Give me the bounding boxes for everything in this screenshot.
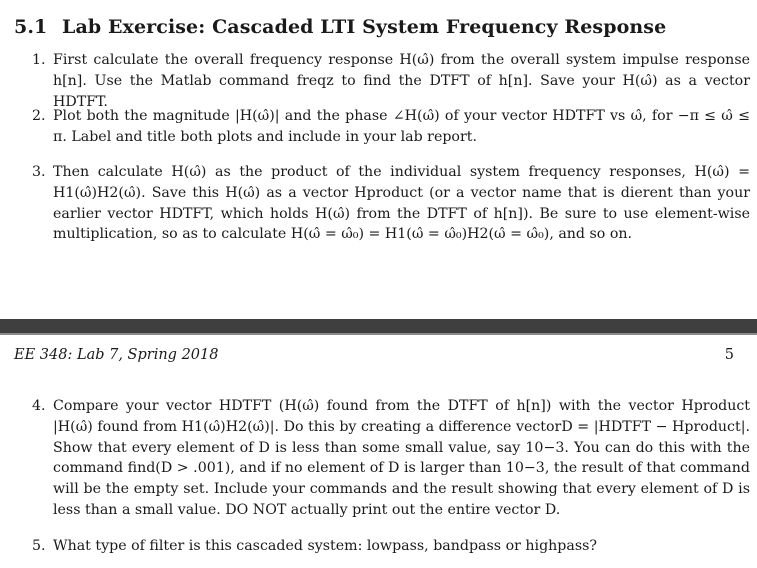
item-number: 3. bbox=[32, 164, 46, 180]
item-text: Then calculate H(ω̂) as the product of the individual system frequency responses, H(ω̂) = H1(ω̂)H2(ω̂). Save this H(ω̂) as a vector Hproduct (or a vector name that is dierent than your earlier vector HDTFT, which holds H(ω̂) from the DTFT of h[n]). Be sure to use element-wise multiplication, so as to calculate H(ω̂ = ω̂₀) = H1(ω̂ = ω̂₀)H2(ω̂ = ω̂₀), and so on. bbox=[53, 164, 750, 243]
item-number: 2. bbox=[32, 108, 46, 124]
item-text: What type of filter is this cascaded system: lowpass, bandpass or highpass? bbox=[53, 538, 598, 554]
list-item bbox=[32, 162, 750, 245]
running-header: EE 348: Lab 7, Spring 2018 bbox=[14, 347, 219, 363]
item-text: Plot both the magnitude |H(ω̂)| and the phase ∠H(ω̂) of your vector HDTFT vs ω̂, for −π ≤ ω̂ ≤ π. Label and title both plots and include in your lab report. bbox=[53, 108, 750, 145]
section-title: Lab Exercise: Cascaded LTI System Frequency Response bbox=[62, 16, 667, 38]
item-number: 1. bbox=[32, 52, 46, 68]
page-number: 5 bbox=[724, 347, 734, 363]
item-text: Compare your vector HDTFT (H(ω̂) found from the DTFT of h[n]) with the vector Hproduct |H(ω̂) found from H1(ω̂)H2(ω̂)|. Do this by creating a difference vectorD = |HDTFT − Hproduct|. Show that every element of D is less than some small value, say 10−3. You can do this with the command find(D > .001), and if no element of D is larger than 10−3, the result of that command will be the empty set. Include your commands and the result showing that every element of D is less than a small value. DO NOT actually print out the entire vector D. bbox=[53, 398, 750, 518]
section-heading bbox=[14, 16, 666, 38]
section-number: 5.1 bbox=[14, 16, 48, 38]
list-item bbox=[32, 536, 750, 557]
page-divider bbox=[0, 319, 757, 335]
item-number: 4. bbox=[32, 398, 46, 414]
item-number: 5. bbox=[32, 538, 46, 554]
item-text: First calculate the overall frequency response H(ω̂) from the overall system impulse response h[n]. Use the Matlab command freqz to find the DTFT of h[n]. Save your H(ω̂) as a vector HDTFT. bbox=[53, 52, 750, 110]
list-item bbox=[32, 106, 750, 148]
list-item bbox=[32, 50, 750, 112]
list-item bbox=[32, 396, 750, 521]
